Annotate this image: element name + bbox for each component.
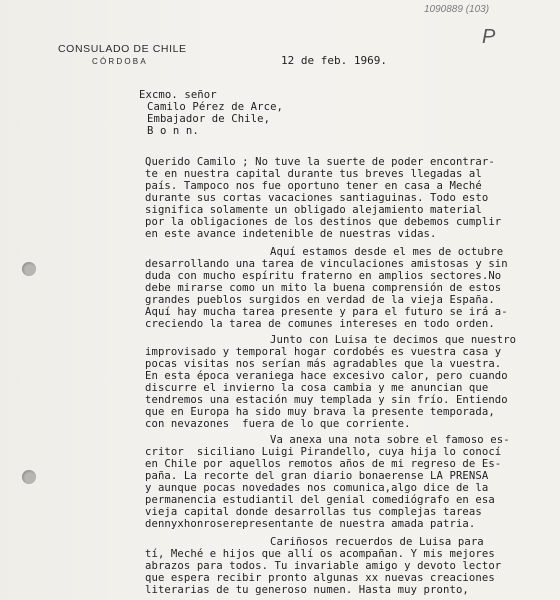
body-line: con nevazones fuera de lo que corriente.: [145, 418, 411, 430]
punch-hole: [22, 262, 36, 276]
body-line: por la obligaciones de los destinos que debemos cumplir: [145, 216, 502, 228]
body-line: critor siciliano Luigi Pirandello, cuya hija lo conocí: [145, 446, 502, 458]
body-line: Aquí estamos desde el mes de octubre: [270, 246, 504, 258]
punch-hole: [22, 470, 36, 484]
recipient-line: B o n n.: [147, 125, 199, 137]
body-line: improvisado y temporal hogar cordobés es vuestra casa y: [145, 346, 502, 358]
body-line: permanencia estudiantil del genial comediógrafo en esa: [145, 494, 495, 506]
archive-number: 1090889 (103): [424, 4, 490, 15]
body-line: debe mirarse como un mito la buena comprensión de estos: [145, 282, 502, 294]
body-line: Cariñosos recuerdos de Luisa para: [270, 536, 484, 548]
body-line: Va anexa una nota sobre el famoso es-: [270, 434, 510, 446]
body-line: desarrollando una tarea de vinculaciones amistosas y sin: [145, 258, 508, 270]
body-line: duda con mucho espíritu fraterno en amplios sectores.No: [145, 270, 502, 282]
body-line: Junto con Luisa te decimos que nuestro: [270, 334, 517, 346]
body-line: pocas visitas nos serían más agradables que la vuestra.: [145, 358, 502, 370]
body-line: abrazos para todos. Tu invariable amigo y devoto lector: [145, 560, 502, 572]
recipient-line: Excmo. señor: [139, 89, 217, 101]
body-line: durante sus cortas vacaciones santiaguinas. Todo esto: [145, 192, 489, 204]
body-line: vieja capital donde desarrollas tus complejas tareas: [145, 506, 482, 518]
body-line: En esta época veraniega hace excesivo calor, pero cuando: [145, 370, 508, 382]
body-line: dennyxhonroserepresentante de nuestra amada patria.: [145, 518, 476, 530]
body-line: te en nuestra capital durante tus breves llegadas al: [145, 168, 482, 180]
body-line: en Chile por aquellos remotos años de mi regreso de Es-: [145, 458, 502, 470]
handwritten-mark: P: [482, 26, 496, 48]
body-line: significa solamente un obligado alejamiento material: [145, 204, 482, 216]
body-line: paña. La recorte del gran diario bonaerense LA PRENSA: [145, 470, 489, 482]
body-line: literarias de tu generoso numen. Hasta muy pronto,: [145, 584, 469, 596]
body-line: y aunque pocas novedades nos comunica,algo dice de la: [145, 482, 489, 494]
body-line: tí, Meché e hijos que allí os acompañan. Y mis mejores: [145, 548, 495, 560]
body-line: Querido Camilo ; No tuve la suerte de poder encontrar-: [145, 156, 495, 168]
body-line: creciendo la tarea de comunes intereses en todo orden.: [145, 318, 495, 330]
body-line: que en Europa ha sido muy brava la presente temporada,: [145, 406, 495, 418]
body-line: país. Tampoco nos fue oportuno tener en casa a Meché: [145, 180, 482, 192]
body-line: que espera recibir pronto algunas xx nuevas creaciones: [145, 572, 495, 584]
letterhead-organization: CONSULADO DE CHILE: [58, 43, 187, 55]
letterhead-city: CÓRDOBA: [92, 57, 148, 66]
body-line: en este avance indetenible de nuestras vidas.: [145, 228, 437, 240]
body-line: tendremos una estación muy templada y sin frío. Entiendo: [145, 394, 508, 406]
body-line: discurre el invierno la cosa cambia y me anuncian que: [145, 382, 489, 394]
body-line: grandes pueblos surgidos en verdad de la vieja España.: [145, 294, 495, 306]
recipient-line: Camilo Pérez de Arce,: [147, 101, 284, 113]
letter-date: 12 de feb. 1969.: [281, 54, 387, 67]
recipient-line: Embajador de Chile,: [147, 113, 271, 125]
body-line: Aquí hay mucha tarea presente y para el futuro se irá a-: [145, 306, 508, 318]
